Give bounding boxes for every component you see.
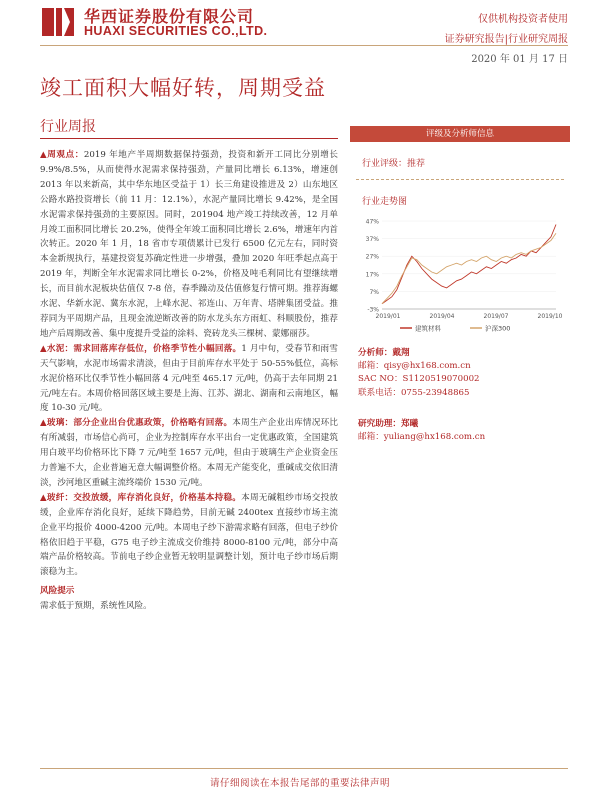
footer-divider (40, 768, 568, 769)
assistant-name: 郑曦 (400, 418, 419, 429)
paragraph-highlight: 玻璃：部分企业出台优惠政策，价格略有回落。 (46, 418, 233, 429)
brand-name-cn: 华西证券股份有限公司 (84, 7, 255, 26)
legend-label: 建筑材料 (415, 324, 441, 333)
analyst-1-name-line (358, 347, 570, 360)
report-date: 2020 年 01 月 17 日 (471, 54, 568, 65)
analyst-sac: SAC NO：S1120519070002 (358, 374, 480, 385)
header-divider (40, 45, 568, 46)
section-title: 行业周报 (40, 119, 96, 135)
analyst-2-name-line (358, 418, 570, 431)
legend-label: 沪深300 (485, 324, 511, 333)
analyst-info (350, 347, 570, 444)
sidebar-header: 评级及分析师信息 (350, 126, 570, 142)
report-body (40, 148, 338, 614)
report-category: 证券研究报告|行业研究周报 (444, 34, 568, 45)
analyst-role: 分析师： (358, 348, 393, 358)
analyst-phone: 联系电话：0755-23948865 (358, 387, 470, 398)
paragraph-fiberglass (40, 491, 338, 580)
legal-notice: 请仔细阅读在本报告尾部的重要法律声明 (209, 778, 390, 789)
huaxi-logo-icon (40, 6, 76, 38)
y-tick-label: 7% (369, 288, 379, 296)
trend-chart (350, 215, 570, 335)
analyst-email: 邮箱：qisy@hx168.com.cn (358, 361, 471, 372)
bullet-marker: ▲ (40, 418, 47, 429)
series-line-1 (382, 233, 556, 303)
y-tick-label: -3% (367, 306, 379, 314)
analyst-name: 戴翔 (392, 348, 410, 358)
sidebar (350, 126, 570, 444)
x-tick-label: 2019/04 (429, 313, 455, 320)
y-tick-label: 47% (365, 218, 379, 226)
paragraph-text: 本周生产企业出库情况环比有所减弱，市场信心尚可，企业为控制库存水平出台一定优惠政策，全国建筑用白玻平均价格环比下降 7 元/吨至 1657 元/吨，但由于玻璃生产企业资金压力普遍不大，企业普遍无意大幅调整价格。本周无产能变化，重碱成交依旧清淡，沙河地区重碱主流终端价 1530 元/吨。 (40, 418, 338, 488)
paragraph-highlight: 水泥：需求回落库存低位，价格季节性小幅回落。 (46, 343, 242, 354)
risk-text: 需求低于预期，系统性风险。 (40, 601, 152, 612)
paragraph-highlight: 玻纤：交投放缓，库存消化良好，价格基本持稳。 (46, 492, 242, 503)
risk-title: 风险提示 (40, 586, 75, 597)
trend-chart-title: 行业走势图 (362, 197, 408, 207)
y-tick-label: 37% (365, 236, 379, 244)
audience-label: 仅供机构投资者使用 (478, 14, 568, 25)
paragraph-text: 1 月中旬，受春节和雨雪天气影响，水泥市场需求清淡，但由于目前库存水平处于 50-55%低位，高标水泥价格环比仅季节性小幅回落 4 元/吨至 465.17 元/吨，仍高于去年同期 21 元/吨左右。本周价格回落区域主要是上海、江苏、湖北、湖南和云南地区，幅度 10-30 元/吨。 (40, 343, 338, 414)
bullet-marker: ▲ (40, 343, 47, 354)
industry-rating: 行业评级：推荐 (362, 159, 426, 169)
bullet-marker: ▲ (40, 150, 48, 160)
assistant-email: 邮箱：yuliang@hx168.com.cn (358, 432, 486, 443)
section-divider (40, 138, 338, 139)
report-title: 竣工面积大幅好转，周期受益 (40, 76, 326, 100)
bullet-marker: ▲ (40, 492, 47, 503)
y-tick-label: 27% (365, 253, 379, 261)
x-tick-label: 2019/10 (537, 313, 563, 320)
paragraph-text: 2019 年地产半周期数据保持强劲，投资和新开工同比分别增长 9.9%/8.5%，从而使得水泥需求保持强劲，产量同比增长 6.13%，增速创 2013 年以来新高，其中华东地区受益于 1）长三角建设推进及 2）山东地区公路水路投资增长（前 11 月：12.1%），水泥产量同比增长 9.42%，是全国水泥需求保持强劲的主要原因。同时，201904 地产竣工持续改善，12 月单月竣工面积同比增长 20.2%，使得全年竣工面积同比增长 2.6%，增速年内首次转正。2020 年 1 月，18 省市专项债累计已发行 6500 亿元左右，同时资本金新规执行，基建投资复苏确定性进一步增强，叠加 2020 年旺季起点高于 2019 年，判断全年水泥需求同比增长 0-2%，价格及吨毛利同比有望继续增长，而目前水泥板块估值仅 7-8 倍，春季躁动及估值修复行情可期。推荐海螺水泥、华新水泥、冀东水泥，上峰水泥、祁连山、万年青、塔牌集团受益。推荐同为平周期产品，且现金流逆断改善的防水龙头东方雨虹、科顺股份，推荐地产后周期改善、集中度提升受益的涂料、瓷砖龙头三棵树、蒙娜丽莎。 (40, 150, 338, 339)
paragraph-text: 本周无碱粗纱市场交投放缓，企业库存消化良好，延续下降趋势，目前无碱 2400tex 直接纱市场主流企业平均报价 4000-4200 元/吨。本周电子纱下游需求略有回落，但电子纱价格依旧趋于平稳，G75 电子纱主流成交价维持 8000-8100 元/吨，部分中高端产品价格较高。节前电子纱企业暂无较明显调整计划，预计电子纱市场后期滚稳为主。 (40, 492, 338, 578)
x-tick-label: 2019/07 (483, 313, 509, 320)
x-tick-label: 2019/01 (375, 313, 401, 320)
sidebar-divider (356, 179, 564, 180)
assistant-role: 研究助理： (358, 418, 401, 429)
paragraph-cement (40, 342, 338, 417)
paragraph-glass (40, 416, 338, 491)
paragraph-highlight: 周观点： (47, 150, 84, 160)
paragraph-weekly-view (40, 148, 338, 342)
brand-name-en: HUAXI SECURITIES CO.,LTD. (84, 24, 268, 38)
y-tick-label: 17% (365, 271, 379, 279)
